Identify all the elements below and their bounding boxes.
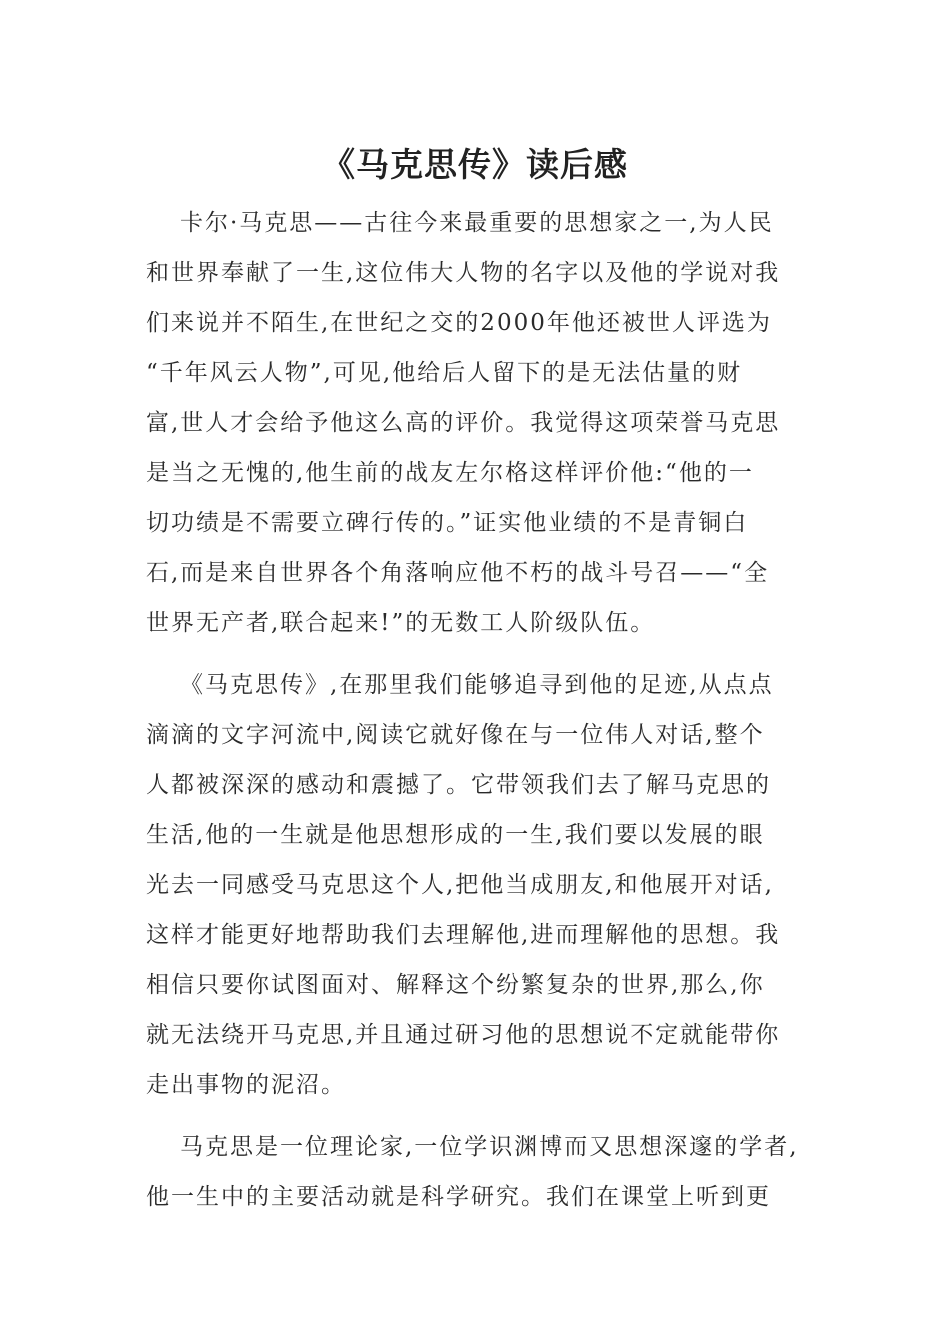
text-line: 光去一同感受马克思这个人,把他当成朋友,和他展开对话,	[146, 872, 774, 898]
text-line: 走出事物的泥沼。	[146, 1072, 346, 1098]
text-line: 《马克思传》,在那里我们能够追寻到他的足迹,从点点	[180, 672, 774, 698]
text-line: 生活,他的一生就是他思想形成的一生,我们要以发展的眼	[146, 822, 765, 848]
text-line: 石,而是来自世界各个角落响应他不朽的战斗号召——“全	[146, 560, 770, 586]
text-line: 世界无产者,联合起来!”的无数工人阶级队伍。	[146, 610, 656, 636]
text-line: 们来说并不陌生,在世纪之交的2000年他还被世人评选为	[146, 310, 772, 336]
document-title: 《马克思传》读后感	[322, 145, 628, 184]
text-line: 切功绩是不需要立碑行传的。”证实他业绩的不是青铜白	[146, 510, 749, 536]
text-line: 卡尔·马克思——古往今来最重要的思想家之一,为人民	[180, 210, 774, 236]
text-line: “千年风云人物”,可见,他给后人留下的是无法估量的财	[146, 360, 743, 386]
text-line: 相信只要你试图面对、解释这个纷繁复杂的世界,那么,你	[146, 972, 765, 998]
text-line: 和世界奉献了一生,这位伟大人物的名字以及他的学说对我	[146, 260, 781, 286]
text-line: 这样才能更好地帮助我们去理解他,进而理解他的思想。我	[146, 922, 781, 948]
text-line: 马克思是一位理论家,一位学识渊博而又思想深邃的学者,	[180, 1134, 799, 1160]
text-line: 滴滴的文字河流中,阅读它就好像在与一位伟人对话,整个	[146, 722, 765, 748]
text-line: 就无法绕开马克思,并且通过研习他的思想说不定就能带你	[146, 1022, 781, 1048]
text-line: 人都被深深的感动和震撼了。它带领我们去了解马克思的	[146, 772, 771, 798]
text-line: 富,世人才会给予他这么高的评价。我觉得这项荣誉马克思	[146, 410, 781, 436]
text-line: 是当之无愧的,他生前的战友左尔格这样评价他:“他的一	[146, 460, 754, 486]
text-line: 他一生中的主要活动就是科学研究。我们在课堂上听到更	[146, 1184, 771, 1210]
